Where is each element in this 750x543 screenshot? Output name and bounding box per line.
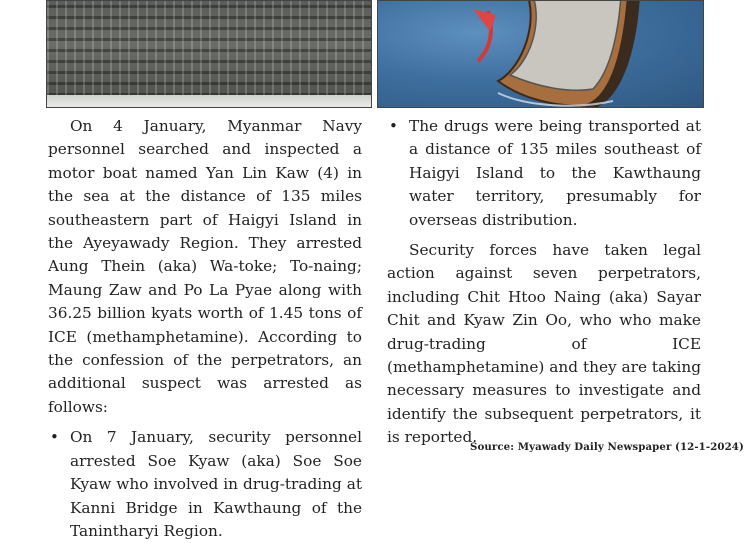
boat-illustration	[378, 1, 704, 108]
bullet-item-transport	[387, 115, 701, 232]
left-column	[48, 115, 362, 543]
bullet-dot: •	[50, 428, 59, 447]
source-credit: Source: Myawady Daily Newspaper (12-1-2024)	[470, 441, 744, 453]
bullet-dot: •	[389, 117, 398, 135]
motor-boat-photo	[377, 0, 704, 108]
legal-action-paragraph: Security forces have taken legal action against seven perpetrators, including Chit Htoo Naing (aka) Sayar Chit and Kyaw Zin Oo, who who make drug-trading of ICE (methamphetamine) and they are taking necessary measures to investigate and identify the subsequent perpetrators, it is reported.	[387, 241, 701, 447]
bullet-item-arrest	[48, 426, 362, 543]
bullet-text: The drugs were being transported at a distance of 135 miles southeast of Haigyi Island to the Kawthaung water territory, presumably for overseas distribution.	[409, 117, 701, 229]
seized-drugs-photo	[46, 0, 372, 108]
bullet-text: On 7 January, security personnel arrested Soe Kyaw (aka) Soe Soe Kyaw who involved in drug-trading at Kanni Bridge in Kawthaung of the Tanintharyi Region.	[70, 428, 362, 540]
right-column	[387, 115, 701, 450]
intro-paragraph: On 4 January, Myanmar Navy personnel searched and inspected a motor boat named Yan Lin Kaw (4) in the sea at the distance of 135 miles southeastern part of Haigyi Island in the Ayeyawady Region. They arrested Aung Thein (aka) Wa-toke; To-naing; Maung Zaw and Po La Pyae along with 36.25 billion kyats worth of 1.45 tons of ICE (methamphetamine). According to the confession of the perpetrators, an additional suspect was arrested as follows:	[48, 117, 362, 416]
